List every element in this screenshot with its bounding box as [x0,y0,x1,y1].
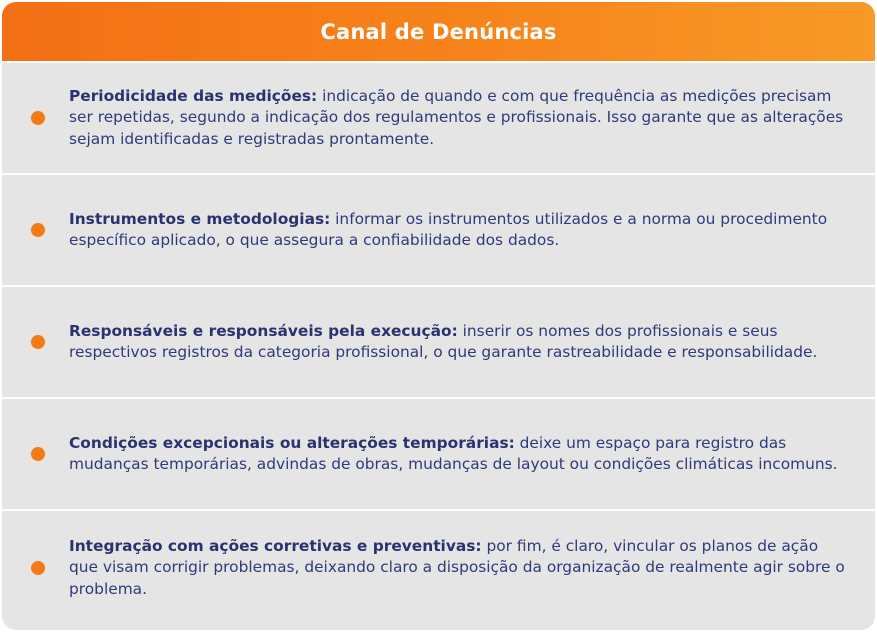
item-body: por fim, é claro, vincular os planos de ação que visam corrigir problemas, deixando claro a disposição da organização de realmente agir sobre o problema. [69,536,845,598]
card-title: Canal de Denúncias [320,19,557,44]
item-text [69,209,847,252]
item-body: inserir os nomes dos profissionais e seus respectivos registros da categoria profissional, o que garante rastreabilidade e responsabilidade. [69,321,818,361]
item-body: deixe um espaço para registro das mudanças temporárias, advindas de obras, mudanças de layout ou condições climáticas incomuns. [69,433,838,473]
item-title: Instrumentos e metodologias: [69,209,331,228]
item-title: Integração com ações corretivas e preventivas: [69,536,482,555]
bullet-icon [31,223,45,237]
item-title: Condições excepcionais ou alterações temporárias: [69,433,515,452]
list-item [2,509,875,625]
item-text [69,536,847,601]
item-body: indicação de quando e com que frequência as medições precisam ser repetidas, segundo a indicação dos regulamentos e profissionais. Isso garante que as alterações sejam identificadas e registradas prontamente. [69,86,844,148]
item-text [69,433,847,476]
item-title: Responsáveis e responsáveis pela execução: [69,321,458,340]
list-item [2,173,875,285]
item-title: Periodicidade das medições: [69,86,318,105]
item-text [69,86,847,151]
item-list [2,61,875,625]
info-card [2,2,875,630]
list-item [2,397,875,509]
list-item [2,61,875,173]
bullet-icon [31,111,45,125]
bullet-icon [31,447,45,461]
bullet-icon [31,335,45,349]
item-text [69,321,847,364]
list-item [2,285,875,397]
bullet-icon [31,561,45,575]
card-header [2,2,875,61]
item-body: informar os instrumentos utilizados e a norma ou procedimento específico aplicado, o que assegura a confiabilidade dos dados. [69,209,828,249]
